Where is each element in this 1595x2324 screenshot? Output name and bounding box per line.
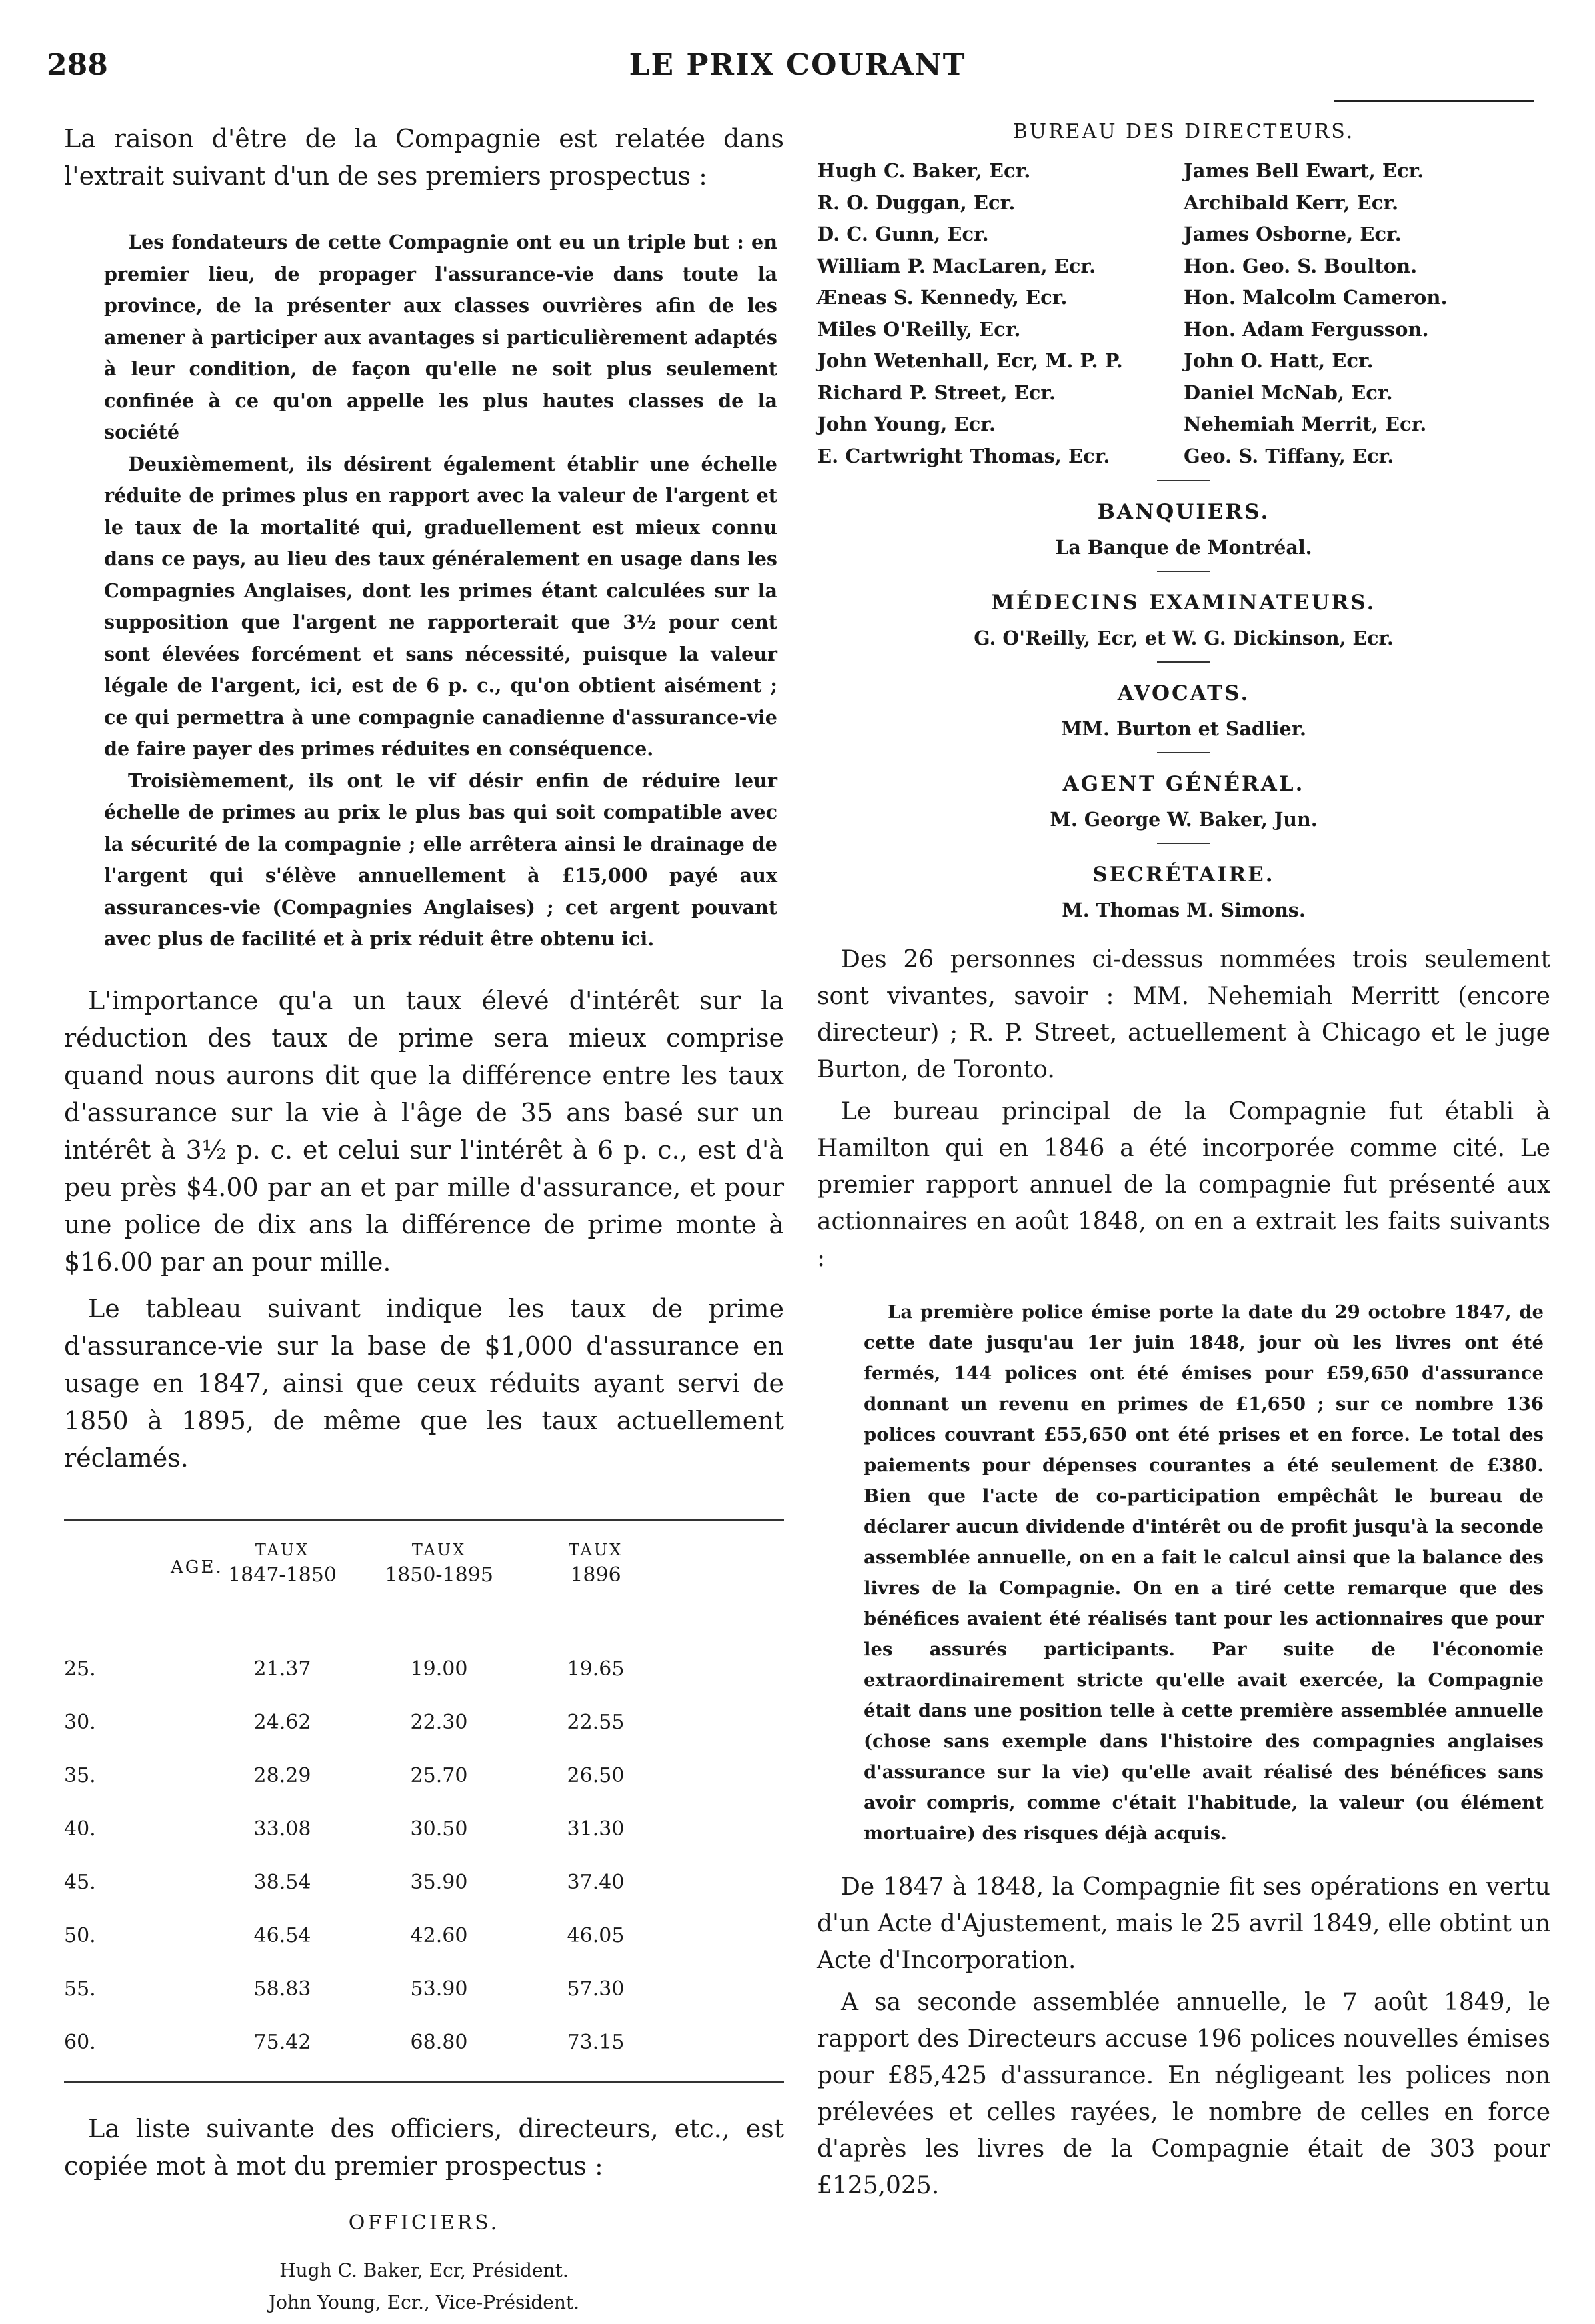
rate-cell: 46.54 <box>253 1924 311 1947</box>
lawyers-heading: AVOCATS. <box>1117 681 1250 705</box>
directors-heading: BUREAU DES DIRECTEURS. <box>1012 120 1355 143</box>
age-column-header: AGE. <box>171 1557 223 1577</box>
director-name: John Wetenhall, Ecr, M. P. P. <box>817 349 1123 372</box>
director-name: John Young, Ecr. <box>817 413 996 435</box>
rate-cell: 42.60 <box>410 1924 468 1947</box>
officer-vice-president: John Young, Ecr., Vice-Président. <box>268 2291 580 2313</box>
rate-cell: 33.08 <box>253 1817 311 1841</box>
quote-paragraph-2: Deuxièmement, ils désirent également établir une échelle réduite de primes plus en rapport avec la valeur de l'argent et le taux de la mortalité qui, graduellement est mieux connu dans ce pays, au lieu des taux généralement en usage dans les Compagnies Anglaises, dont les primes étant calculées sur la supposition que l'argent ne rapporterait que 3½ pour cent sont élevées forcément et sans nécessité, puisque la valeur légale de l'argent, ici, est de 6 p. c., qu'on obtient aisément ; ce qui permettra à une compagnie canadienne d'assurance-vie de faire payer des primes réduites en conséquence. <box>104 452 777 760</box>
lawyers-names: MM. Burton et Sadlier. <box>1061 717 1306 740</box>
rate-cell: 30.50 <box>410 1817 468 1841</box>
director-name: James Osborne, Ecr. <box>1184 223 1402 245</box>
second-meeting-paragraph: A sa seconde assemblée annuelle, le 7 août 1849, le rapport des Directeurs accuse 196 polices nouvelles émises pour £85,425 d'assurance. En négligeant les polices non prélevées et celles rayées, le nombre de celles en force d'après les livres de la Compagnie était de 303 pour £125,025. <box>817 1989 1550 2199</box>
rate-cell: 31.30 <box>567 1817 625 1841</box>
table-intro-paragraph: Le tableau suivant indique les taux de prime d'assurance-vie sur la base de $1,000 d'assurance en usage en 1847, ainsi que ceux réduits ayant servi de 1850 à 1895, de même que les taux actuellement réclamés. <box>64 1293 784 1473</box>
rate-cell: 46.05 <box>567 1924 625 1947</box>
bankers-heading: BANQUIERS. <box>1097 500 1270 524</box>
table-row <box>64 1856 784 1909</box>
rates-table-header <box>64 1537 784 1616</box>
table-row <box>64 1696 784 1749</box>
director-name: Hugh C. Baker, Ecr. <box>817 159 1031 182</box>
officer-president: Hugh C. Baker, Ecr, Président. <box>279 2259 569 2281</box>
rate-cell: 58.83 <box>253 1977 311 2001</box>
quote-paragraph-3: Troisièmement, ils ont le vif désir enfin de réduire leur échelle de primes au prix le plus bas qui soit compatible avec la sécurité de la compagnie ; elle arrêtera ainsi le drainage de l'argent qui s'élève annuellement à £15,000 payé aux assurances-vie (Compagnies Anglaises) ; cet argent pouvant avec plus de facilité et à prix réduit être obtenu ici. <box>104 769 777 950</box>
rate-cell: 22.30 <box>410 1711 468 1734</box>
director-name: D. C. Gunn, Ecr. <box>817 223 989 245</box>
rate-cell: 73.15 <box>567 2031 625 2054</box>
survivors-paragraph: Des 26 personnes ci-dessus nommées trois seulement sont vivantes, savoir : MM. Nehemiah Merritt (encore directeur) ; R. P. Street, actuellement à Chicago et le juge Burton, de Toronto. <box>817 946 1550 1083</box>
running-title: LE PRIX COURANT <box>629 48 966 82</box>
column-header-2-label: TAUX <box>411 1540 467 1559</box>
column-header-3-label: TAUX <box>568 1540 623 1559</box>
table-row <box>64 1909 784 1963</box>
rates-table <box>64 1519 784 2083</box>
page-header <box>0 48 1595 95</box>
age-cell: 55. <box>64 1977 96 2001</box>
rate-cell: 19.00 <box>410 1657 468 1681</box>
rate-cell: 24.62 <box>253 1711 311 1734</box>
director-name: Geo. S. Tiffany, Ecr. <box>1184 444 1394 467</box>
directors-column-2 <box>1184 155 1530 472</box>
divider <box>1157 843 1210 844</box>
right-column <box>817 120 1550 2209</box>
intro-paragraph: La raison d'être de la Compagnie est relatée dans l'extrait suivant d'un de ses premiers prospectus : <box>64 124 784 191</box>
left-column <box>64 120 784 2319</box>
examiners-names: G. O'Reilly, Ecr, et W. G. Dickinson, Ecr. <box>974 627 1394 649</box>
director-name: R. O. Duggan, Ecr. <box>817 191 1016 214</box>
secretary-heading: SECRÉTAIRE. <box>1092 863 1275 887</box>
director-name: Archibald Kerr, Ecr. <box>1184 191 1399 214</box>
table-row <box>64 2016 784 2069</box>
divider <box>1157 752 1210 753</box>
age-cell: 45. <box>64 1871 96 1894</box>
annual-report-quote <box>817 1297 1550 1849</box>
column-header-3 <box>517 1537 674 1616</box>
rate-cell: 26.50 <box>567 1764 625 1787</box>
director-name: Miles O'Reilly, Ecr. <box>817 317 1021 341</box>
page-number: 288 <box>47 48 108 82</box>
rate-cell: 75.42 <box>253 2031 311 2054</box>
director-name: William P. MacLaren, Ecr. <box>817 254 1096 277</box>
column-header-1-years: 1847-1850 <box>228 1563 337 1587</box>
age-cell: 50. <box>64 1924 96 1947</box>
bankers-name: La Banque de Montréal. <box>1055 536 1312 559</box>
rate-cell: 22.55 <box>567 1711 625 1734</box>
rate-cell: 37.40 <box>567 1871 625 1894</box>
examiners-heading: MÉDECINS EXAMINATEURS. <box>991 591 1376 615</box>
rate-cell: 38.54 <box>253 1871 311 1894</box>
director-name: Hon. Geo. S. Boulton. <box>1184 254 1418 277</box>
age-cell: 30. <box>64 1711 96 1734</box>
age-cell: 60. <box>64 2031 96 2054</box>
header-rule <box>1334 100 1534 102</box>
director-name: Nehemiah Merrit, Ecr. <box>1184 413 1427 435</box>
interest-paragraph: L'importance qu'a un taux élevé d'intérêt sur la réduction des taux de prime sera mieux comprise quand nous aurons dit que la différence entre les taux d'assurance sur la vie à l'âge de 35 ans basé sur un intérêt à 3½ p. c. et celui sur l'intérêt à 6 p. c., est d'à peu près $4.00 par an et par mille d'assurance, et pour une police de dix ans la différence de prime monte à $16.00 par an pour mille. <box>64 985 784 1277</box>
divider <box>1157 480 1210 481</box>
age-cell: 40. <box>64 1817 96 1841</box>
rate-cell: 35.90 <box>410 1871 468 1894</box>
incorporation-paragraph: De 1847 à 1848, la Compagnie fit ses opérations en vertu d'un Acte d'Ajustement, mais le 25 avril 1849, elle obtint un Acte d'Incorporation. <box>817 1873 1550 1974</box>
rate-cell: 19.65 <box>567 1657 625 1681</box>
rate-cell: 68.80 <box>410 2031 468 2054</box>
column-header-2-years: 1850-1895 <box>385 1563 493 1587</box>
director-name: John O. Hatt, Ecr. <box>1184 349 1374 372</box>
officers-block <box>64 2110 784 2319</box>
head-office-paragraph: Le bureau principal de la Compagnie fut établi à Hamilton qui en 1846 a été incorporée comme cité. Le premier rapport annuel de la compagnie fut présenté aux actionnaires en août 1848, on en a extrait les faits suivants : <box>817 1098 1550 1272</box>
column-header-3-years: 1896 <box>570 1563 621 1587</box>
director-name: Hon. Adam Fergusson. <box>1184 317 1429 341</box>
list-intro-paragraph: La liste suivante des officiers, directeurs, etc., est copiée mot à mot du premier prospectus : <box>64 2113 784 2181</box>
age-cell: 25. <box>64 1657 96 1681</box>
rate-cell: 57.30 <box>567 1977 625 2001</box>
director-name: Æneas S. Kennedy, Ecr. <box>817 286 1068 309</box>
column-header-1-label: TAUX <box>255 1540 310 1559</box>
directors-column-1 <box>817 155 1184 472</box>
director-name: Richard P. Street, Ecr. <box>817 381 1056 404</box>
quote-paragraph-1: Les fondateurs de cette Compagnie ont eu un triple but : en premier lieu, de propager l'assurance-vie dans toute la province, de la présenter aux classes ouvrières afin de les amener à participer aux avantages si particulièrement adaptés à leur condition, de façon qu'elle ne soit plus seulement confinée à ce qu'on appelle les plus hautes classes de la société <box>104 231 777 443</box>
rate-cell: 21.37 <box>253 1657 311 1681</box>
table-row <box>64 1963 784 2016</box>
director-name: E. Cartwright Thomas, Ecr. <box>817 444 1110 467</box>
annual-report-quote-text: La première police émise porte la date du 29 octobre 1847, de cette date jusqu'au 1er juin 1848, jour où les livres ont été fermés, 144 polices ont été émises pour £59,650 d'assurance donnant un revenu en primes de £1,650 ; sur ce nombre 136 polices couvrant £55,650 ont été prises et en force. Le total des paiements pour dépenses courantes a été seulement de £380. Bien que l'acte de co-participation empêchât le bureau de déclarer aucun dividende d'intérêt ou de profit jusqu'à la seconde assemblée annuelle, on en a fait le calcul ainsi que la balance des livres de la Compagnie. On en a tiré cette remarque que des bénéfices avaient été réalisés tant pour les actionnaires que pour les assurés participants. Par suite de l'économie extraordinairement stricte qu'elle avait exercée, la Compagnie était dans une position telle à cette première assemblée annuelle (chose sans exemple dans l'histoire des compagnies anglaises d'assurance sur la vie) qu'elle avait réalisé des bénéfices sans avoir compris, comme c'était l'habitude, la valeur (ou élément mortuaire) des risques déjà acquis. <box>864 1301 1544 1844</box>
rate-cell: 25.70 <box>410 1764 468 1787</box>
rates-table-gap <box>64 1616 784 1643</box>
age-cell: 35. <box>64 1764 96 1787</box>
rate-cell: 28.29 <box>253 1764 311 1787</box>
table-row <box>64 1749 784 1803</box>
divider <box>1157 571 1210 572</box>
prospectus-quote <box>64 227 784 955</box>
table-row <box>64 1803 784 1856</box>
officers-heading: OFFICIERS. <box>348 2211 500 2235</box>
director-name: James Bell Ewart, Ecr. <box>1184 159 1424 182</box>
divider <box>1157 661 1210 663</box>
column-header-1 <box>204 1537 361 1616</box>
rate-cell: 53.90 <box>410 1977 468 2001</box>
agent-name: M. George W. Baker, Jun. <box>1050 808 1318 831</box>
secretary-name: M. Thomas M. Simons. <box>1062 899 1306 921</box>
director-name: Hon. Malcolm Cameron. <box>1184 286 1448 309</box>
directors-list <box>817 155 1550 472</box>
agent-heading: AGENT GÉNÉRAL. <box>1062 772 1305 796</box>
table-row <box>64 1643 784 1696</box>
column-header-2 <box>361 1537 517 1616</box>
director-name: Daniel McNab, Ecr. <box>1184 381 1393 404</box>
